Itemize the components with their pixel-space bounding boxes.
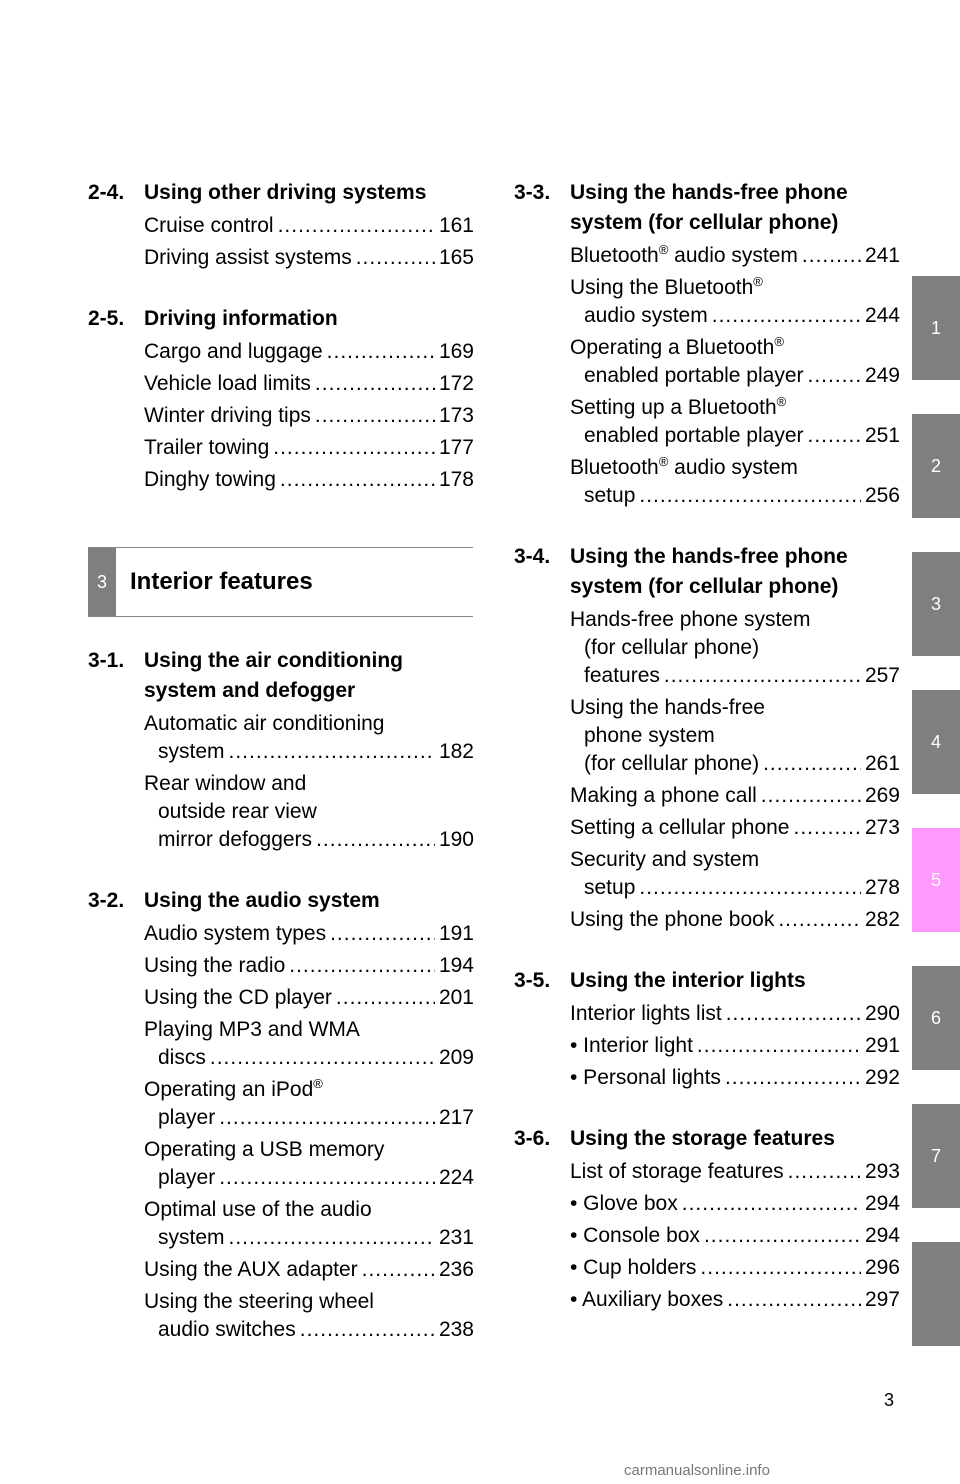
entry-page: 201 xyxy=(438,986,474,1009)
leader-dots xyxy=(289,952,435,980)
entry-text: (for cellular phone) xyxy=(584,636,760,659)
toc-entry[interactable] xyxy=(144,1196,474,1252)
leader-dots xyxy=(316,826,435,854)
toc-entry[interactable] xyxy=(144,1076,474,1132)
entry-page: 251 xyxy=(864,424,900,447)
entry-text: phone system xyxy=(584,724,715,747)
entry-page: 296 xyxy=(864,1256,900,1279)
section-number: 2-5. xyxy=(88,307,125,330)
entry-text: player xyxy=(158,1166,216,1189)
entry-text: Trailer towing xyxy=(144,436,270,459)
watermark: carmanualsonline.info xyxy=(624,1462,770,1479)
toc-entry[interactable] xyxy=(570,274,900,330)
toc-entry[interactable] xyxy=(144,920,474,948)
entry-text: Security and system xyxy=(570,848,760,871)
entry-text: • Auxiliary boxes xyxy=(570,1288,724,1311)
entry-page: 191 xyxy=(438,922,474,945)
entry-page: 249 xyxy=(864,364,900,387)
toc-entry[interactable] xyxy=(570,1064,900,1092)
leader-dots xyxy=(725,1064,861,1092)
entry-page: 169 xyxy=(438,340,474,363)
section-number: 2-4. xyxy=(88,181,125,204)
toc-entry[interactable] xyxy=(570,1286,900,1314)
entry-text: Using the steering wheel xyxy=(144,1290,374,1313)
entry-text: Operating a USB memory xyxy=(144,1138,385,1161)
leader-dots xyxy=(278,212,435,240)
entry-page: 292 xyxy=(864,1066,900,1089)
entry-page: 172 xyxy=(438,372,474,395)
entry-text: Using the CD player xyxy=(144,986,332,1009)
section-title[interactable]: Using the interior lights xyxy=(570,969,806,992)
entry-text: Using the phone book xyxy=(570,908,775,931)
entry-text: setup xyxy=(584,876,636,899)
entry-page: 256 xyxy=(864,484,900,507)
section-title[interactable]: Using the storage features xyxy=(570,1127,835,1150)
leader-dots xyxy=(229,738,435,766)
leader-dots xyxy=(315,402,435,430)
section-number: 3-4. xyxy=(514,545,551,568)
toc-entry[interactable] xyxy=(570,906,900,934)
entry-page: 165 xyxy=(438,246,474,269)
toc-entry[interactable] xyxy=(570,694,900,778)
leader-dots xyxy=(808,422,861,450)
section-number: 3-1. xyxy=(88,649,125,672)
leader-dots xyxy=(778,906,861,934)
entry-text: enabled portable player xyxy=(584,424,804,447)
entry-text: Driving assist systems xyxy=(144,246,352,269)
entry-page: 224 xyxy=(438,1166,474,1189)
toc-entry[interactable] xyxy=(570,606,900,690)
leader-dots xyxy=(788,1158,861,1186)
page-number: 3 xyxy=(884,1390,895,1410)
leader-dots xyxy=(763,750,861,778)
toc-entry[interactable] xyxy=(570,394,900,450)
toc-entry[interactable] xyxy=(570,814,900,842)
entry-page: 190 xyxy=(438,828,474,851)
leader-dots xyxy=(315,370,435,398)
section-title[interactable]: Using the audio system xyxy=(144,889,380,912)
entry-text: outside rear view xyxy=(158,800,317,823)
leader-dots xyxy=(664,662,861,690)
entry-page: 178 xyxy=(438,468,474,491)
section-number: 3-5. xyxy=(514,969,551,992)
entry-page: 294 xyxy=(864,1224,900,1247)
toc-entry[interactable] xyxy=(144,984,474,1012)
entry-text: List of storage features xyxy=(570,1160,784,1183)
entry-text: player xyxy=(158,1106,216,1129)
entry-text: Setting a cellular phone xyxy=(570,816,790,839)
entry-page: 238 xyxy=(438,1318,474,1341)
leader-dots xyxy=(697,1032,861,1060)
entry-page: 241 xyxy=(864,244,900,267)
section-number: 3-3. xyxy=(514,181,551,204)
toc-section xyxy=(88,886,474,1344)
entry-text: Bluetooth® audio system xyxy=(570,454,798,479)
entry-text: • Interior light xyxy=(570,1034,693,1057)
toc-section xyxy=(514,542,900,934)
entry-page: 290 xyxy=(864,1002,900,1025)
entry-page: 293 xyxy=(864,1160,900,1183)
entry-page: 161 xyxy=(438,214,474,237)
entry-text: audio switches xyxy=(158,1318,296,1341)
toc-entry[interactable] xyxy=(144,370,474,398)
section-number: 3-2. xyxy=(88,889,125,912)
entry-text: Operating a Bluetooth® xyxy=(570,334,784,359)
leader-dots xyxy=(682,1190,861,1218)
toc-left-column xyxy=(88,178,474,526)
entry-text: Optimal use of the audio xyxy=(144,1198,372,1221)
toc-section xyxy=(514,966,900,1092)
entry-text: audio system xyxy=(584,304,708,327)
section-number: 3-6. xyxy=(514,1127,551,1150)
toc-entry[interactable] xyxy=(144,770,474,854)
entry-text: discs xyxy=(158,1046,206,1069)
chapter-number: 3 xyxy=(88,548,116,616)
toc-entry[interactable] xyxy=(570,1032,900,1060)
entry-page: 173 xyxy=(438,404,474,427)
chapter-tab-index[interactable] xyxy=(912,1242,960,1346)
leader-dots xyxy=(761,782,861,810)
entry-text: features xyxy=(584,664,660,687)
toc-entry[interactable] xyxy=(144,402,474,430)
toc-section xyxy=(88,646,474,854)
section-title[interactable]: Driving information xyxy=(144,307,338,330)
toc-entry[interactable] xyxy=(144,1136,474,1192)
leader-dots xyxy=(808,362,861,390)
leader-dots xyxy=(639,874,861,902)
toc-section xyxy=(514,1124,900,1314)
leader-dots xyxy=(336,984,435,1012)
entry-text: Using the hands-free xyxy=(570,696,765,719)
entry-page: 294 xyxy=(864,1192,900,1215)
toc-entry[interactable] xyxy=(570,1000,900,1028)
entry-text: Automatic air conditioning xyxy=(144,712,385,735)
leader-dots xyxy=(726,1000,861,1028)
toc-entry[interactable] xyxy=(144,1016,474,1072)
leader-dots xyxy=(229,1224,435,1252)
entry-text: Setting up a Bluetooth® xyxy=(570,394,787,419)
entry-page: 194 xyxy=(438,954,474,977)
entry-text: system xyxy=(158,740,225,763)
entry-page: 209 xyxy=(438,1046,474,1069)
entry-page: 291 xyxy=(864,1034,900,1057)
leader-dots xyxy=(219,1164,435,1192)
entry-text: setup xyxy=(584,484,636,507)
leader-dots xyxy=(704,1222,861,1250)
entry-text: • Cup holders xyxy=(570,1256,697,1279)
entry-text: Operating an iPod® xyxy=(144,1076,323,1101)
leader-dots xyxy=(802,242,861,270)
entry-text: Bluetooth® audio system xyxy=(570,242,798,267)
leader-dots xyxy=(356,244,435,272)
entry-text: mirror defoggers xyxy=(158,828,313,851)
leader-dots xyxy=(280,466,435,494)
chapter-banner xyxy=(88,547,473,617)
entry-page: 244 xyxy=(864,304,900,327)
entry-text: Using the Bluetooth® xyxy=(570,274,763,299)
entry-text: • Glove box xyxy=(570,1192,678,1215)
section-title[interactable]: Using other driving systems xyxy=(144,181,427,204)
entry-text: Audio system types xyxy=(144,922,327,945)
section-title[interactable]: Using the air conditioning system and defogger xyxy=(144,649,403,702)
entry-page: 236 xyxy=(438,1258,474,1281)
chapter-tab-4[interactable]: 4 xyxy=(912,690,960,794)
entry-text: Rear window and xyxy=(144,772,307,795)
toc-left-top xyxy=(88,178,474,494)
entry-page: 182 xyxy=(438,740,474,763)
toc-right-column xyxy=(514,178,900,1346)
entry-page: 257 xyxy=(864,664,900,687)
leader-dots xyxy=(210,1044,435,1072)
toc-entry[interactable] xyxy=(144,434,474,462)
leader-dots xyxy=(219,1104,435,1132)
chapter-tab-7[interactable]: 7 xyxy=(912,1104,960,1208)
toc-entry[interactable] xyxy=(144,1256,474,1284)
toc-entry[interactable] xyxy=(144,1288,474,1344)
entry-text: Dinghy towing xyxy=(144,468,276,491)
toc-entry[interactable] xyxy=(570,1158,900,1186)
chapter-tab-2[interactable]: 2 xyxy=(912,414,960,518)
entry-text: Using the AUX adapter xyxy=(144,1258,358,1281)
entry-text: enabled portable player xyxy=(584,364,804,387)
toc-entry[interactable] xyxy=(144,710,474,766)
leader-dots xyxy=(327,338,435,366)
entry-text: Hands-free phone system xyxy=(570,608,811,631)
entry-text: Vehicle load limits xyxy=(144,372,311,395)
entry-text: • Personal lights xyxy=(570,1066,721,1089)
entry-text: Playing MP3 and WMA xyxy=(144,1018,360,1041)
toc-entry[interactable] xyxy=(144,466,474,494)
entry-page: 273 xyxy=(864,816,900,839)
entry-text: • Console box xyxy=(570,1224,700,1247)
leader-dots xyxy=(712,302,861,330)
chapter-tabs xyxy=(912,276,960,1380)
section-title[interactable]: Using the hands-free phone system (for cellular phone) xyxy=(570,545,848,598)
leader-dots xyxy=(273,434,435,462)
leader-dots xyxy=(362,1256,435,1284)
chapter-tab-6[interactable]: 6 xyxy=(912,966,960,1070)
chapter-tab-3[interactable]: 3 xyxy=(912,552,960,656)
entry-page: 177 xyxy=(438,436,474,459)
toc-entry[interactable] xyxy=(570,1190,900,1218)
entry-page: 231 xyxy=(438,1226,474,1249)
entry-text: Making a phone call xyxy=(570,784,757,807)
entry-text: (for cellular phone) xyxy=(584,752,760,775)
chapter-title: Interior features xyxy=(130,568,313,595)
chapter-tab-1[interactable]: 1 xyxy=(912,276,960,380)
entry-page: 297 xyxy=(864,1288,900,1311)
leader-dots xyxy=(700,1254,861,1282)
section-title[interactable]: Using the hands-free phone system (for cellular phone) xyxy=(570,181,848,234)
entry-page: 278 xyxy=(864,876,900,899)
toc-entry[interactable] xyxy=(570,846,900,902)
entry-page: 269 xyxy=(864,784,900,807)
leader-dots xyxy=(727,1286,861,1314)
leader-dots xyxy=(639,482,861,510)
toc-entry[interactable] xyxy=(570,242,900,270)
toc-entry[interactable] xyxy=(144,244,474,272)
entry-text: Cargo and luggage xyxy=(144,340,323,363)
leader-dots xyxy=(330,920,435,948)
entry-text: Using the radio xyxy=(144,954,286,977)
toc-entry[interactable] xyxy=(570,454,900,510)
entry-text: Cruise control xyxy=(144,214,274,237)
toc-entry[interactable] xyxy=(144,212,474,240)
toc-section xyxy=(514,178,900,510)
toc-entry[interactable] xyxy=(144,338,474,366)
leader-dots xyxy=(300,1316,435,1344)
entry-page: 282 xyxy=(864,908,900,931)
toc-entry[interactable] xyxy=(570,334,900,390)
toc-left-bottom xyxy=(88,646,474,1376)
toc-section xyxy=(88,304,474,494)
toc-entry[interactable] xyxy=(570,1222,900,1250)
entry-page: 261 xyxy=(864,752,900,775)
toc-entry[interactable] xyxy=(570,1254,900,1282)
leader-dots xyxy=(794,814,861,842)
toc-entry[interactable] xyxy=(144,952,474,980)
entry-text: Interior lights list xyxy=(570,1002,722,1025)
entry-page: 217 xyxy=(438,1106,474,1129)
entry-text: Winter driving tips xyxy=(144,404,311,427)
chapter-tab-5[interactable]: 5 xyxy=(912,828,960,932)
toc-entry[interactable] xyxy=(570,782,900,810)
entry-text: system xyxy=(158,1226,225,1249)
toc-section xyxy=(88,178,474,272)
